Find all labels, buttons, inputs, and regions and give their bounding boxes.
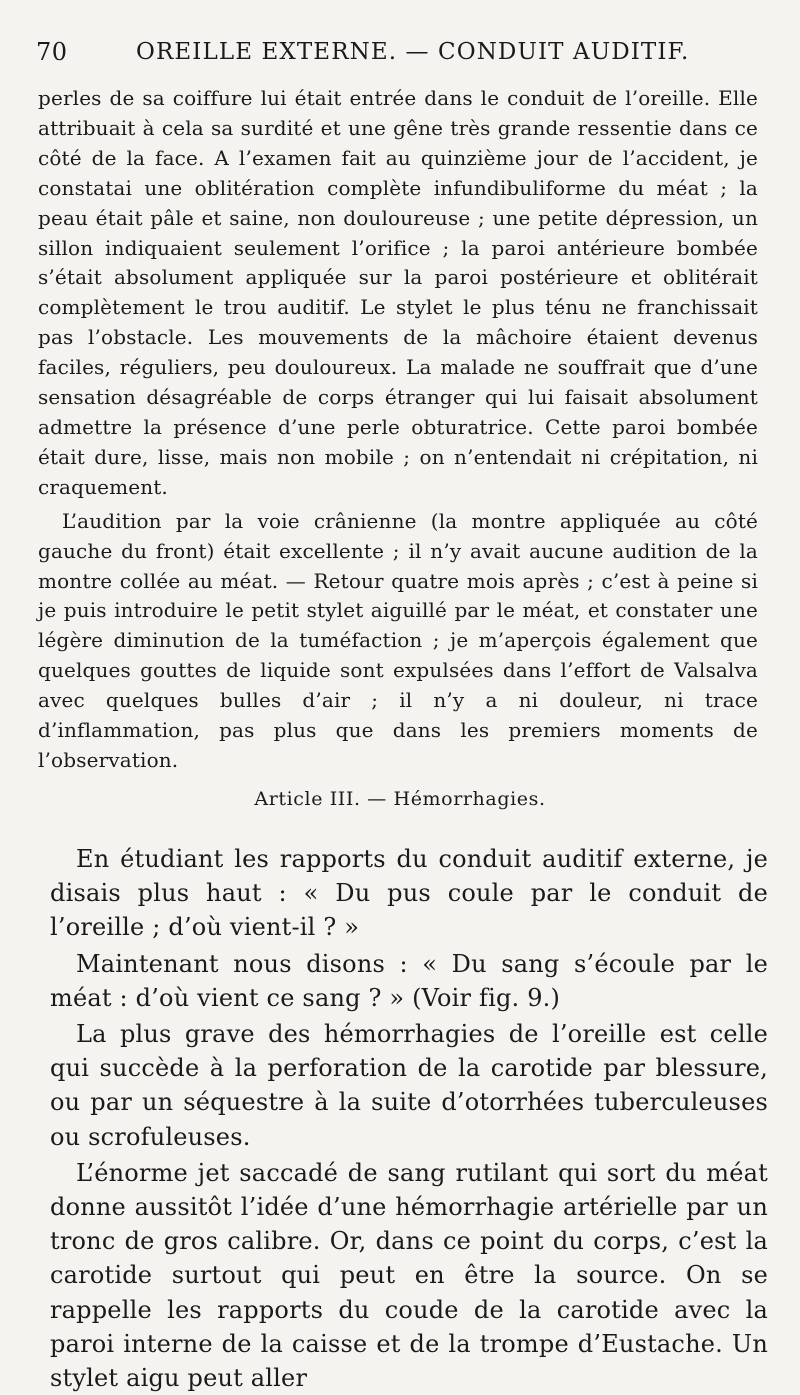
paragraph: En étudiant les rapports du conduit auditif externe, je disais plus haut : « Du pus coule par le conduit de l’oreille ; d’où vient-il ? » xyxy=(50,845,768,942)
article-heading: Article III. — Hémorrhagies. xyxy=(254,788,546,810)
page-header xyxy=(36,36,776,72)
page-number: 70 xyxy=(36,38,68,66)
observation-text xyxy=(38,84,758,776)
paragraph: Maintenant nous disons : « Du sang s’écoule par le méat : d’où vient ce sang ? » (Voir fig. 9.) xyxy=(50,949,768,1012)
paragraph: L’audition par la voie crânienne (la montre appliquée au côté gauche du front) était excellente ; il n’y avait aucune audition de la montre collée au méat. — Retour quatre mois après ; c’est à peine si je puis introduire le petit stylet aiguillé par le méat, et constater une légère diminution de la tuméfaction ; je m’aperçois également que quelques gouttes de liquide sont expulsées dans l’effort de Valsalva avec quelques bulles d’air ; il n’y a ni douleur, ni trace d’inflammation, pas plus que dans les premiers moments de l’observation. xyxy=(38,508,758,772)
paragraph: perles de sa coiffure lui était entrée dans le conduit de l’oreille. Elle attribuait à cela sa surdité et une gêne très grande ressentie dans ce côté de la face. A l’examen fait au quinzième jour de l’accident, je constatai une oblitération complète infundibuliforme du méat ; la peau était pâle et saine, non douloureuse ; une petite dépression, un sillon indiquaient seulement l’orifice ; la paroi antérieure bombée s’était absolument appliquée sur la paroi postérieure et oblitérait complètement le trou auditif. Le stylet le plus ténu ne franchissait pas l’obstacle. Les mouvements de la mâchoire étaient devenus faciles, réguliers, peu douloureux. La malade ne souffrait que d’une sensation désagréable de corps étranger qui lui faisait absolument admettre la présence d’une perle obturatrice. Cette paroi bombée était dure, lisse, mais non mobile ; on n’entendait ni crépitation, ni craquement. xyxy=(38,86,758,499)
article-text xyxy=(50,842,768,1395)
paragraph: La plus grave des hémorrhagies de l’oreille est celle qui succède à la perforation de la carotide par blessure, ou par un séquestre à la suite d’otorrhées tuberculeuses ou scrofuleuses. xyxy=(50,1020,768,1151)
running-title: OREILLE EXTERNE. — CONDUIT AUDITIF. xyxy=(136,39,690,65)
paragraph: L’énorme jet saccadé de sang rutilant qui sort du méat donne aussitôt l’idée d’une hémorrhagie artérielle par un tronc de gros calibre. Or, dans ce point du corps, c’est la carotide surtout qui peut en être la source. On se rappelle les rapports du coude de la carotide avec la paroi interne de la caisse et de la trompe d’Eustache. Un stylet aigu peut aller xyxy=(50,1158,768,1393)
